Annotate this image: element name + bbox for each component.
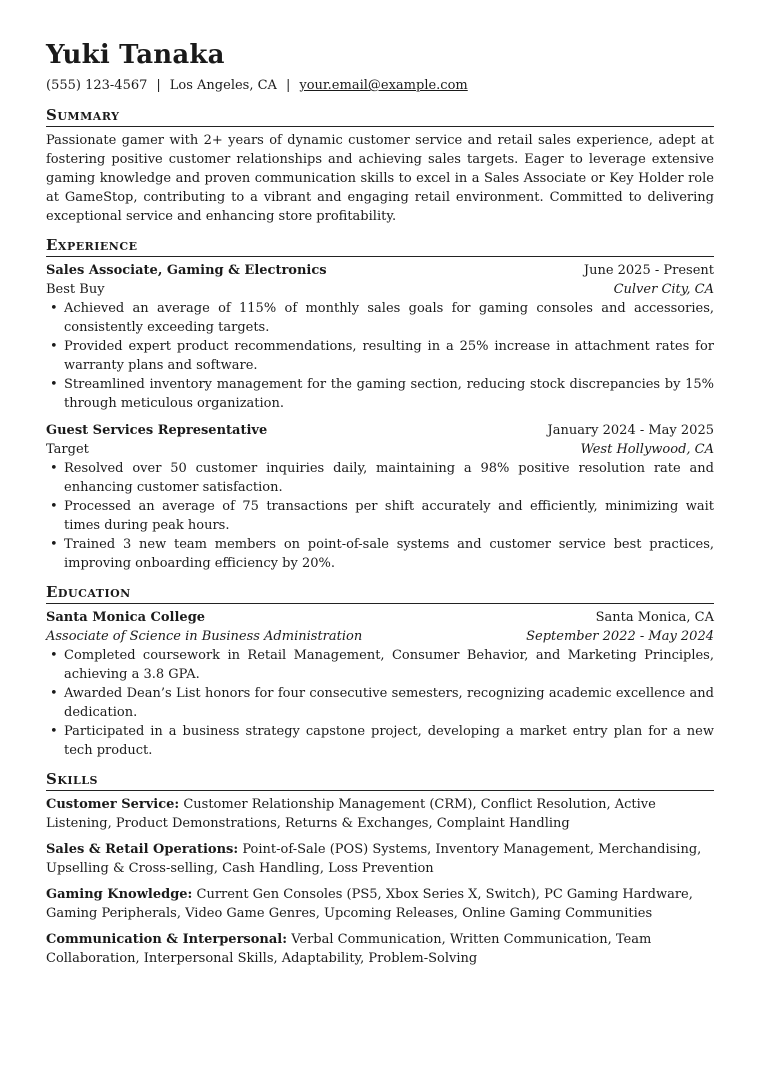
school-location: Santa Monica, CA: [595, 610, 714, 625]
job-bullets: [46, 299, 714, 413]
skill-label: Communication & Interpersonal:: [46, 932, 288, 947]
skill-label: Customer Service:: [46, 797, 180, 812]
section-title-summary: Summary: [46, 106, 714, 127]
bullet-item: • Completed coursework in Retail Management, Consumer Behavior, and Marketing Principles, achieving a 3.8 GPA.: [64, 646, 714, 684]
school-name: Santa Monica College: [46, 610, 206, 625]
skill-list: Current Gen Consoles (PS5, Xbox Series X, Switch), PC Gaming Hardware, Gaming Peripherals, Video Game Genres, Upcoming Releases, Online Gaming Communities: [46, 887, 693, 921]
contact-separator: |: [156, 78, 161, 93]
education-dates: September 2022 - May 2024: [526, 629, 714, 644]
summary-text: Passionate gamer with 2+ years of dynamic customer service and retail sales experience, adept at fostering positive customer relationships and achieving sales targets. Eager to leverage extensive gaming knowledge and proven communication skills to excel in a Sales Associate or Key Holder role at GameStop, contributing to a vibrant and engaging retail environment. Committed to delivering exceptional service and enhancing store profitability.: [46, 133, 714, 224]
skill-list: Point-of-Sale (POS) Systems, Inventory Management, Merchandising, Upselling & Cross-selling, Cash Handling, Loss Prevention: [46, 842, 702, 876]
bullet-item: • Provided expert product recommendations, resulting in a 25% increase in attachment rates for warranty plans and software.: [64, 337, 714, 375]
skill-label: Sales & Retail Operations:: [46, 842, 239, 857]
job-dates: January 2024 - May 2025: [547, 423, 714, 438]
candidate-name: Yuki Tanaka: [46, 40, 225, 70]
bullet-item: • Achieved an average of 115% of monthly sales goals for gaming consoles and accessories, consistently exceeding targets.: [64, 299, 714, 337]
contact-separator: |: [285, 78, 291, 93]
bullet-item: • Processed an average of 75 transactions per shift accurately and efficiently, minimizing wait times during peak hours.: [64, 497, 714, 535]
job-location: West Hollywood, CA: [580, 442, 714, 457]
bullet-item: • Streamlined inventory management for the gaming section, reducing stock discrepancies by 15% through meticulous organization.: [64, 375, 714, 413]
skill-group: [46, 930, 714, 968]
section-title-education: Education: [46, 583, 714, 604]
job-location: Culver City, CA: [613, 282, 714, 297]
phone-number: (555) 123-4567: [46, 78, 148, 93]
summary-section: [46, 106, 714, 226]
email-link[interactable]: your.email@example.com: [299, 78, 468, 93]
skill-label: Gaming Knowledge:: [46, 887, 193, 902]
bullet-item: • Awarded Dean’s List honors for four consecutive semesters, recognizing academic excellence and dedication.: [64, 684, 714, 722]
education-entry: [46, 608, 714, 760]
job-entry: [46, 421, 714, 573]
skill-list: Verbal Communication, Written Communication, Team Collaboration, Interpersonal Skills, Adaptability, Problem-Solving: [46, 932, 652, 966]
contact-line: [46, 76, 714, 96]
education-bullets: [46, 646, 714, 760]
company-name: Target: [46, 442, 89, 457]
job-title: Guest Services Representative: [46, 423, 268, 438]
skill-group: [46, 795, 714, 833]
skill-list: Customer Relationship Management (CRM), Conflict Resolution, Active Listening, Product Demonstrations, Returns & Exchanges, Complaint Handling: [46, 797, 656, 831]
job-title: Sales Associate, Gaming & Electronics: [46, 263, 327, 278]
section-title-experience: Experience: [46, 236, 714, 257]
bullet-item: • Trained 3 new team members on point-of-sale systems and customer service best practices, improving onboarding efficiency by 20%.: [64, 535, 714, 573]
degree-name: Associate of Science in Business Administration: [46, 629, 363, 644]
experience-section: [46, 236, 714, 573]
bullet-item: • Participated in a business strategy capstone project, developing a market entry plan for a new tech product.: [64, 722, 714, 760]
skill-group: [46, 840, 714, 878]
job-dates: June 2025 - Present: [583, 263, 714, 278]
section-title-skills: Skills: [46, 770, 714, 791]
bullet-item: • Resolved over 50 customer inquiries daily, maintaining a 98% positive resolution rate and enhancing customer satisfaction.: [64, 459, 714, 497]
job-bullets: [46, 459, 714, 573]
education-section: [46, 583, 714, 760]
company-name: Best Buy: [46, 282, 105, 297]
location: Los Angeles, CA: [169, 78, 277, 93]
skills-section: [46, 770, 714, 968]
job-entry: [46, 261, 714, 413]
skill-group: [46, 885, 714, 923]
